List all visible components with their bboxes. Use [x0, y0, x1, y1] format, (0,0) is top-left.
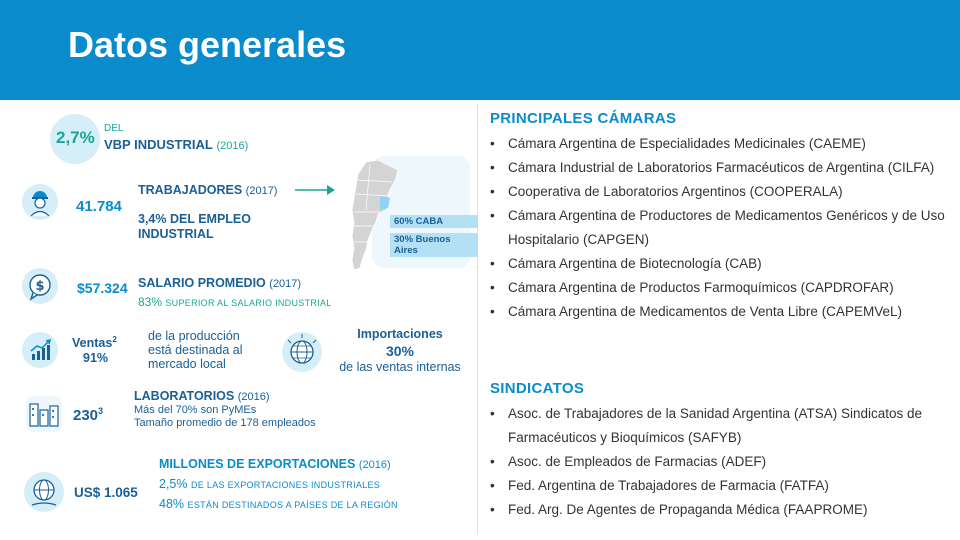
laboratorios-sub2: Tamaño promedio de 178 empleados — [134, 417, 316, 429]
ventas-sup: 2 — [112, 335, 117, 344]
salario-sub: SUPERIOR AL SALARIO INDUSTRIAL — [165, 298, 332, 308]
exportaciones-l2-pct: 48% — [159, 497, 185, 511]
sindicato-item: • Asoc. de Empleados de Farmacias (ADEF) — [490, 450, 958, 474]
laboratorios-sup: 3 — [98, 406, 104, 416]
ventas-desc-2: está destinada al — [148, 343, 243, 357]
globe-hand-icon — [24, 472, 64, 512]
trabajadores-value: 41.784 — [76, 198, 122, 215]
trabajadores-title: TRABAJADORES — [138, 183, 243, 197]
ventas-desc-3: mercado local — [148, 357, 226, 371]
globe-icon — [282, 332, 322, 372]
header-bar — [0, 0, 960, 100]
page-title: Datos generales — [68, 24, 347, 65]
laboratorios-sub1: Más del 70% son PyMEs — [134, 404, 257, 416]
ventas-desc-1: de la producción — [148, 329, 240, 343]
salario-title: SALARIO PROMEDIO — [138, 276, 266, 290]
sindicato-item: • Asoc. de Trabajadores de la Sanidad Argentina (ATSA) Sindicatos de Farmacéuticos y Bioquímicos (SAFYB) — [490, 402, 958, 450]
laboratorios-value-wrap — [73, 406, 103, 424]
exportaciones-line1 — [159, 477, 380, 491]
camara-item: • Cámara Argentina de Biotecnología (CAB) — [490, 252, 955, 276]
salario-value: $57.324 — [77, 280, 128, 296]
sindicato-item: • Fed. Arg. De Agentes de Propaganda Médica (FAAPROME) — [490, 498, 958, 522]
ventas-label-wrap — [72, 335, 117, 350]
exportaciones-l2-text: ESTÁN DESTINADOS A PAÍSES DE LA REGIÓN — [187, 500, 398, 510]
exportaciones-year: (2016) — [358, 459, 391, 471]
salario-pct: 83% — [138, 295, 163, 309]
laboratorios-title: LABORATORIOS — [134, 389, 235, 403]
sindicatos-title: SINDICATOS — [490, 380, 585, 397]
sindicatos-list — [490, 402, 958, 522]
vbp-line2-wrap — [104, 137, 248, 152]
importaciones-value: 30% — [385, 343, 415, 359]
exportaciones-title-wrap — [159, 457, 391, 471]
exportaciones-value: US$ 1.065 — [74, 485, 138, 500]
trabajadores-sub2: INDUSTRIAL — [138, 227, 214, 241]
worker-icon — [22, 184, 58, 220]
chart-growth-icon — [22, 332, 58, 368]
exportaciones-title: MILLONES DE EXPORTACIONES — [159, 457, 356, 471]
sindicato-item: • Fed. Argentina de Trabajadores de Farmacia (FATFA) — [490, 474, 958, 498]
vbp-value: 2,7% — [56, 128, 95, 147]
salario-year: (2017) — [269, 278, 302, 290]
trabajadores-title-wrap — [138, 183, 277, 197]
buildings-icon — [26, 396, 62, 432]
camara-item: • Cámara Argentina de Especialidades Medicinales (CAEME) — [490, 132, 955, 156]
svg-text:$: $ — [35, 279, 45, 294]
arrow-icon — [295, 184, 337, 196]
vbp-line1: DEL — [104, 123, 124, 134]
trabajadores-year: (2017) — [245, 185, 278, 197]
trabajadores-sub1: 3,4% DEL EMPLEO — [138, 212, 251, 226]
salario-sub-wrap — [138, 295, 332, 309]
map-label-caba: 60% CABA — [390, 215, 478, 228]
column-divider — [477, 104, 478, 534]
salario-title-wrap — [138, 276, 301, 290]
laboratorios-year: (2016) — [237, 391, 270, 403]
dollar-bubble-icon — [22, 268, 58, 304]
laboratorios-title-wrap — [134, 389, 270, 403]
importaciones-title: Importaciones — [357, 327, 443, 341]
exportaciones-line2 — [159, 497, 398, 511]
camara-item: • Cámara Argentina de Productos Farmoquímicos (CAPDROFAR) — [490, 276, 955, 300]
ventas-value: 91% — [83, 351, 109, 365]
camara-item: • Cámara Argentina de Productores de Medicamentos Genéricos y de Uso Hospitalario (CAPGEN) — [490, 204, 955, 252]
camaras-title: PRINCIPALES CÁMARAS — [490, 110, 677, 127]
camara-item: • Cámara Argentina de Medicamentos de Venta Libre (CAPEMVeL) — [490, 300, 955, 324]
map-label-ba: 30% Buenos Aires — [390, 233, 478, 257]
exportaciones-l1-pct: 2,5% — [159, 477, 188, 491]
camara-item: • Cámara Industrial de Laboratorios Farmacéuticos de Argentina (CILFA) — [490, 156, 955, 180]
importaciones-sub: de las ventas internas — [339, 360, 461, 374]
vbp-year: (2016) — [216, 140, 249, 152]
vbp-line2: VBP INDUSTRIAL — [104, 137, 213, 152]
ventas-label: Ventas — [72, 336, 113, 351]
camaras-list — [490, 132, 955, 324]
laboratorios-value: 230 — [73, 407, 99, 424]
ventas-desc — [148, 329, 243, 371]
exportaciones-l1-text: DE LAS EXPORTACIONES INDUSTRIALES — [190, 480, 381, 490]
camara-item: • Cooperativa de Laboratorios Argentinos (COOPERALA) — [490, 180, 955, 204]
